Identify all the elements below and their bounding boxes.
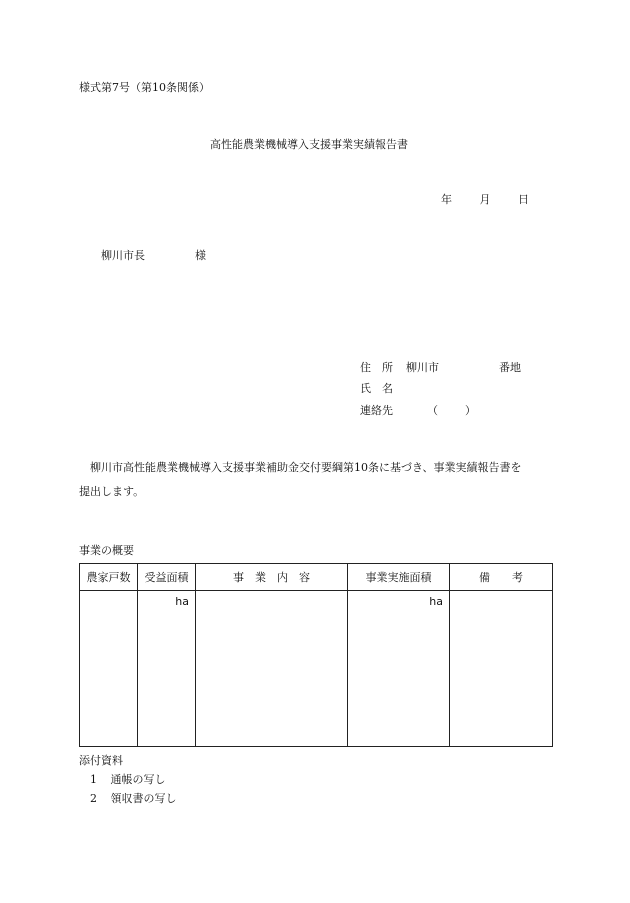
addressee-honorific: 様 bbox=[195, 249, 206, 262]
unit-ha: ha bbox=[175, 595, 189, 608]
name-label: 氏 名 bbox=[360, 382, 393, 395]
body-text-line1: 柳川市高性能農業機械導入支援事業補助金交付要綱第10条に基づき、事業実績報告書を bbox=[90, 461, 522, 474]
table-row bbox=[80, 591, 553, 747]
project-outline-table bbox=[79, 563, 553, 747]
attachment-text: 通帳の写し bbox=[110, 773, 166, 786]
body-text-line2: 提出します。 bbox=[79, 485, 145, 498]
cell-farm-households[interactable] bbox=[80, 591, 138, 747]
cell-project-content[interactable] bbox=[196, 591, 348, 747]
header-implementation-area: 事業実施面積 bbox=[348, 564, 450, 591]
address-suffix: 番地 bbox=[499, 361, 521, 374]
attachment-text: 領収書の写し bbox=[110, 792, 177, 805]
table-header-row bbox=[80, 564, 553, 591]
attachment-item bbox=[90, 774, 166, 785]
cell-remarks[interactable] bbox=[450, 591, 553, 747]
date-day: 日 bbox=[518, 193, 529, 206]
header-benefit-area: 受益面積 bbox=[138, 564, 196, 591]
addressee-name: 柳川市長 bbox=[101, 249, 145, 262]
date-month: 月 bbox=[479, 193, 491, 206]
address-label: 住 所 bbox=[360, 361, 393, 374]
cell-benefit-area[interactable] bbox=[138, 591, 196, 747]
table-caption: 事業の概要 bbox=[79, 544, 134, 557]
attachments-title: 添付資料 bbox=[79, 754, 123, 767]
document-title: 高性能農業機械導入支援事業実績報告書 bbox=[210, 138, 408, 151]
attachment-number: 1 bbox=[90, 773, 97, 786]
date-line bbox=[441, 194, 529, 205]
form-number: 様式第7号（第10条関係） bbox=[79, 81, 210, 94]
header-remarks: 備 考 bbox=[450, 564, 553, 591]
attachment-item bbox=[90, 793, 177, 804]
contact-paren-close: ） bbox=[465, 404, 476, 417]
unit-ha: ha bbox=[429, 595, 443, 608]
cell-implementation-area[interactable] bbox=[348, 591, 450, 747]
contact-paren-open: （ bbox=[427, 404, 438, 417]
header-farm-households: 農家戸数 bbox=[80, 564, 138, 591]
address-city: 柳川市 bbox=[406, 361, 439, 374]
attachment-number: 2 bbox=[90, 792, 97, 805]
date-year: 年 bbox=[441, 193, 452, 206]
header-project-content: 事 業 内 容 bbox=[196, 564, 348, 591]
contact-label: 連絡先 bbox=[360, 404, 393, 417]
